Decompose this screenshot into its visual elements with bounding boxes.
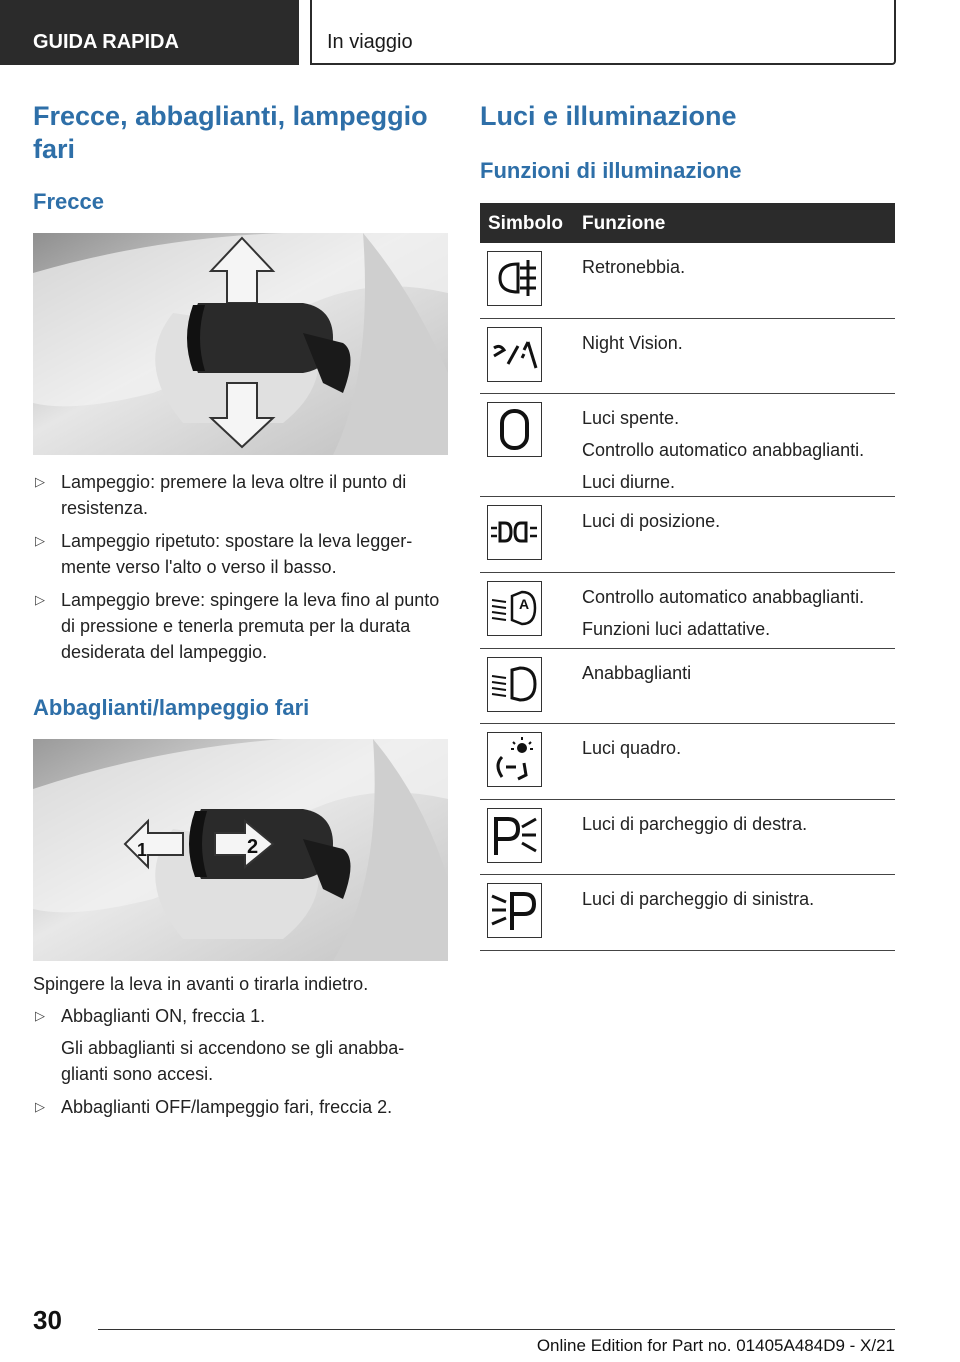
column-header-symbol: Simbolo: [488, 213, 563, 234]
table-row: [480, 649, 895, 724]
zero-position-icon: [487, 402, 542, 457]
edition-note: Online Edition for Part no. 01405A484D9 - X/21: [536, 1336, 895, 1355]
row-description: Retronebbia.: [582, 257, 686, 277]
list-item: ▷ Lampeggio ripetuto: spostare la leva legger-mente verso l'alto o verso il basso.: [33, 528, 448, 580]
table-row: [480, 875, 895, 951]
svg-text:A: A: [519, 596, 530, 612]
side-lights-icon: [487, 505, 542, 560]
section-heading-lights: Luci e illuminazione: [480, 101, 737, 131]
section-tab: [0, 0, 299, 65]
table-row: [480, 394, 895, 497]
subheading-light-functions: Funzioni di illuminazione: [480, 158, 742, 183]
left-column: [33, 100, 448, 1120]
triangle-bullet-icon: ▷: [35, 592, 45, 607]
row-description: Luci di posizione.: [582, 511, 721, 531]
low-beam-icon: [487, 657, 542, 712]
instrument-lighting-icon: [487, 732, 542, 787]
table-row: [480, 243, 895, 319]
list-item: ▷ Lampeggio breve: spingere la leva fino al punto di pressione e tenerla premuta per la durata desiderata del lampeggio.: [33, 587, 448, 665]
table-row: [480, 573, 895, 649]
auto-headlight-icon: [487, 581, 542, 636]
parking-light-right-icon: [487, 808, 542, 863]
high-beam-intro: Spingere la leva in avanti o tirarla indietro.: [33, 974, 369, 994]
right-column: [480, 100, 895, 951]
night-vision-icon: [487, 327, 542, 382]
table-header: [480, 203, 895, 243]
parking-light-left-icon: [487, 883, 542, 938]
row-description: Controllo automatico anabbaglianti. Funzioni luci adattative.: [582, 587, 865, 639]
turn-signal-instructions: [33, 469, 448, 665]
row-description: Luci quadro.: [582, 738, 682, 758]
triangle-bullet-icon: ▷: [35, 533, 45, 548]
row-description: Luci spente. Controllo automatico anabbaglianti. Luci diurne.: [582, 408, 865, 492]
subheading-turn-signals: Frecce: [33, 189, 104, 214]
section-heading-turn-signals: Frecce, abbaglianti, lampeggio fari: [33, 101, 428, 164]
rear-fog-light-icon: [487, 251, 542, 306]
triangle-bullet-icon: ▷: [35, 1008, 45, 1023]
column-header-function: Funzione: [582, 213, 666, 234]
arrow-label-1: 1: [137, 840, 148, 860]
page-number: 30: [33, 1305, 62, 1335]
table-row: [480, 724, 895, 800]
chapter-tab: [310, 0, 896, 65]
subheading-high-beam: Abbaglianti/lampeggio fari: [33, 695, 310, 720]
table-row: [480, 497, 895, 573]
table-row: [480, 319, 895, 394]
list-item: ▷ Lampeggio: premere la leva oltre il punto di resistenza.: [33, 469, 448, 521]
high-beam-instructions: [33, 1003, 448, 1120]
footer-rule: [98, 1329, 895, 1330]
row-description: Luci di parcheggio di destra.: [582, 814, 808, 834]
list-item: ▷ Abbaglianti OFF/lampeggio fari, freccia 2.: [33, 1094, 448, 1120]
list-item-note: Gli abbaglianti si accendono se gli anabba-glianti sono accesi.: [61, 1038, 405, 1084]
row-description: Night Vision.: [582, 333, 683, 353]
arrow-label-2: 2: [247, 836, 259, 858]
high-beam-lever-photo: [33, 739, 448, 961]
triangle-bullet-icon: ▷: [35, 474, 45, 489]
turn-signal-lever-photo: [33, 233, 448, 455]
row-description: Luci di parcheggio di sinistra.: [582, 889, 815, 909]
row-description: Anabbaglianti: [582, 663, 692, 683]
section-title: GUIDA RAPIDA: [33, 31, 179, 53]
triangle-bullet-icon: ▷: [35, 1099, 45, 1114]
chapter-title: In viaggio: [327, 31, 413, 53]
list-item: ▷ Abbaglianti ON, freccia 1.: [33, 1003, 448, 1029]
table-row: [480, 800, 895, 875]
